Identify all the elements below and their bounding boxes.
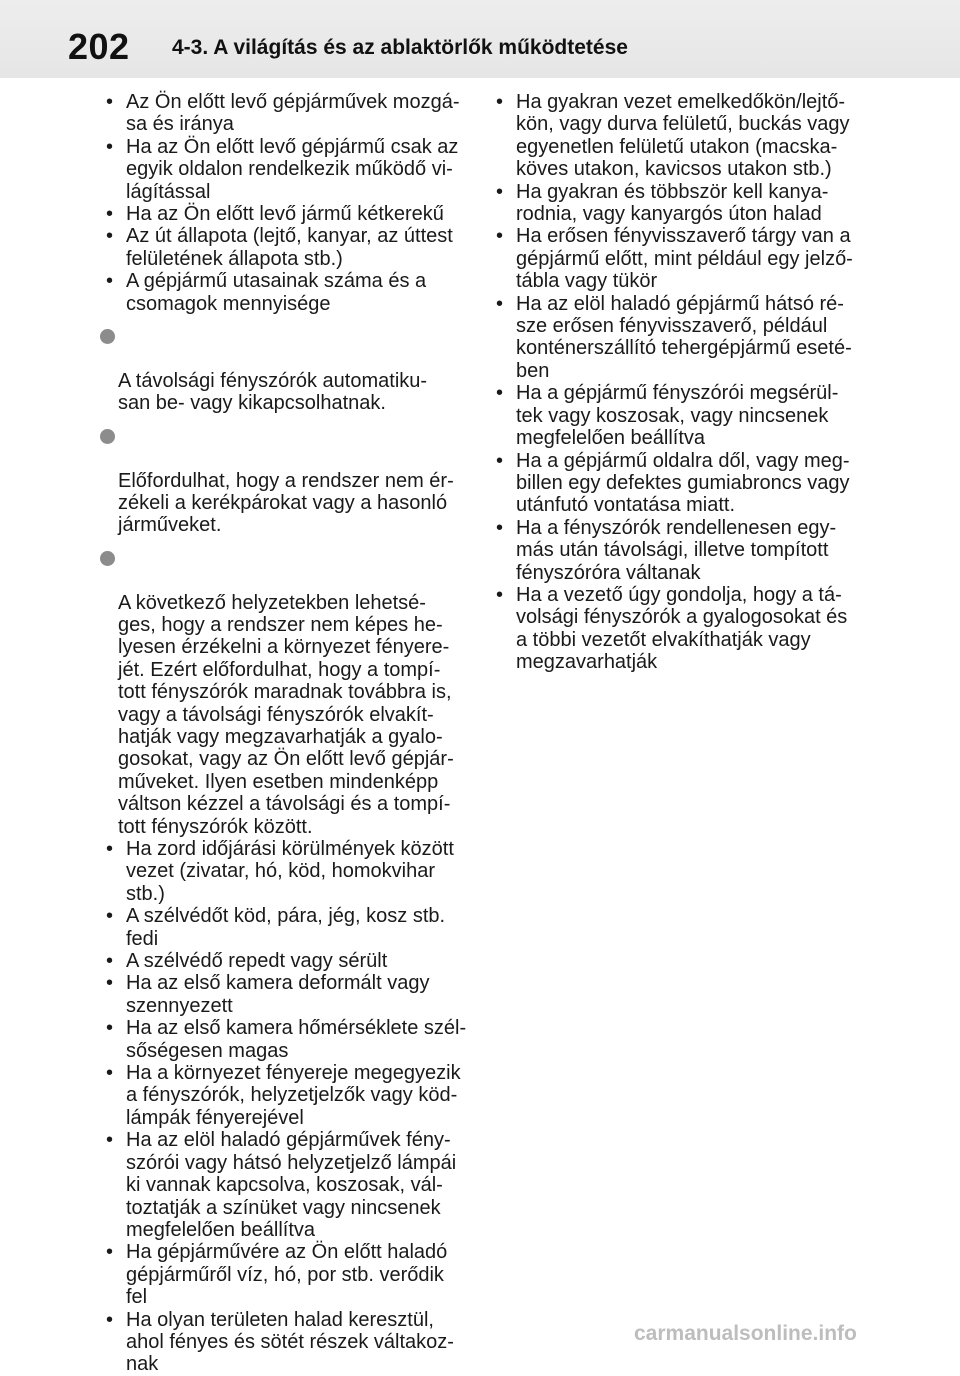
circle-bullet-icon xyxy=(100,551,115,566)
circle-bullet-icon xyxy=(100,329,115,344)
note-text: A következő helyzetekben lehetsé- ges, hogy a rendszer nem képes he- lyesen érzékelni a környezet fényere- jét. Ezért előfordulhat, hogy a tompí- tott fényszórók maradnak továbbra is, vagy a távolsági fényszórók elvakít- hatják vagy megzavarhatják a gyalo- gosokat, vagy az Ön előtt levő gépjár- műveket. Ilyen esetben mindenképp váltson kézzel a távolsági és a tompí- tott fényszórók között. xyxy=(118,591,454,838)
note-paragraph xyxy=(100,425,472,537)
page-number: 202 xyxy=(68,26,130,67)
list-item: • Ha gyakran vezet emelkedőkön/lejtő- kön, vagy durva felületű, buckás vagy egyenetlen felületű utakon (macska- köves utakon, kavicsos utakon stb.) xyxy=(490,91,860,181)
list-item: • Ha a fényszórók rendellenesen egy- más után távolsági, illetve tompított fényszóróra váltanak xyxy=(490,517,860,584)
condition-list-2 xyxy=(100,838,472,1376)
watermark-link[interactable]: carmanualsonline.info xyxy=(634,1322,857,1345)
list-item: • Ha az elöl haladó gépjármű hátsó ré- sze erősen fényvisszaverő, például konténerszállító tehergépjármű eseté- ben xyxy=(490,293,860,383)
note-text: A távolsági fényszórók automatiku- san be- vagy kikapcsolhatnak. xyxy=(118,369,428,415)
list-item: • A szélvédőt köd, pára, jég, kosz stb. fedi xyxy=(100,905,472,950)
list-item: • Ha a gépjármű oldalra dől, vagy meg- billen egy defektes gumiabroncs vagy utánfutó vontatása miatt. xyxy=(490,450,860,517)
circle-bullet-icon xyxy=(100,429,115,444)
note-paragraph xyxy=(100,547,472,838)
list-item: • Ha az első kamera hőmérséklete szél- sőségesen magas xyxy=(100,1017,472,1062)
right-column xyxy=(490,91,860,674)
list-item: • Ha a vezető úgy gondolja, hogy a tá- volsági fényszórók a gyalogosokat és a többi vezetőt elvakíthatják vagy megzavarhatják xyxy=(490,584,860,674)
list-item: • Ha az első kamera deformált vagy szennyezett xyxy=(100,972,472,1017)
section-title: 4-3. A világítás és az ablaktörlők működtetése xyxy=(172,36,628,59)
list-item: • Ha a környezet fényereje megegyezik a fényszórók, helyzetjelzők vagy köd- lámpák fényerejével xyxy=(100,1062,472,1129)
condition-list-1 xyxy=(100,91,472,315)
list-item: • Az Ön előtt levő gépjárművek mozgá- sa és iránya xyxy=(100,91,472,136)
list-item: • Az út állapota (lejtő, kanyar, az úttest felületének állapota stb.) xyxy=(100,225,472,270)
list-item: • Ha gépjárművére az Ön előtt haladó gépjárműről víz, hó, por stb. verődik fel xyxy=(100,1241,472,1308)
note-paragraph xyxy=(100,325,472,415)
list-item: • Ha a gépjármű fényszórói megsérül- tek vagy koszosak, vagy nincsenek megfelelően beállítva xyxy=(490,382,860,449)
list-item: • Ha erősen fényvisszaverő tárgy van a gépjármű előtt, mint például egy jelző- tábla vagy tükör xyxy=(490,225,860,292)
condition-list-3 xyxy=(490,91,860,674)
list-item: • A gépjármű utasainak száma és a csomagok mennyisége xyxy=(100,270,472,315)
list-item: • Ha olyan területen halad keresztül, ahol fényes és sötét részek váltakoz- nak xyxy=(100,1309,472,1376)
page-header xyxy=(0,0,960,78)
list-item: • Ha az Ön előtt levő gépjármű csak az egyik oldalon rendelkezik működő vi- lágítással xyxy=(100,136,472,203)
list-item: • Ha zord időjárási körülmények között vezet (zivatar, hó, köd, homokvihar stb.) xyxy=(100,838,472,905)
list-item: • Ha gyakran és többször kell kanya- rodnia, vagy kanyargós úton halad xyxy=(490,181,860,226)
left-column xyxy=(100,91,472,1376)
note-text: Előfordulhat, hogy a rendszer nem ér- zékeli a kerékpárokat vagy a hasonló járműveket. xyxy=(118,469,454,537)
list-item: • Ha az elöl haladó gépjárművek fény- szórói vagy hátsó helyzetjelző lámpái ki vannak kapcsolva, koszosak, vál- toztatják a színüket vagy nincsenek megfelelően beállítva xyxy=(100,1129,472,1241)
list-item: • Ha az Ön előtt levő jármű kétkerekű xyxy=(100,203,472,225)
list-item: • A szélvédő repedt vagy sérült xyxy=(100,950,472,972)
